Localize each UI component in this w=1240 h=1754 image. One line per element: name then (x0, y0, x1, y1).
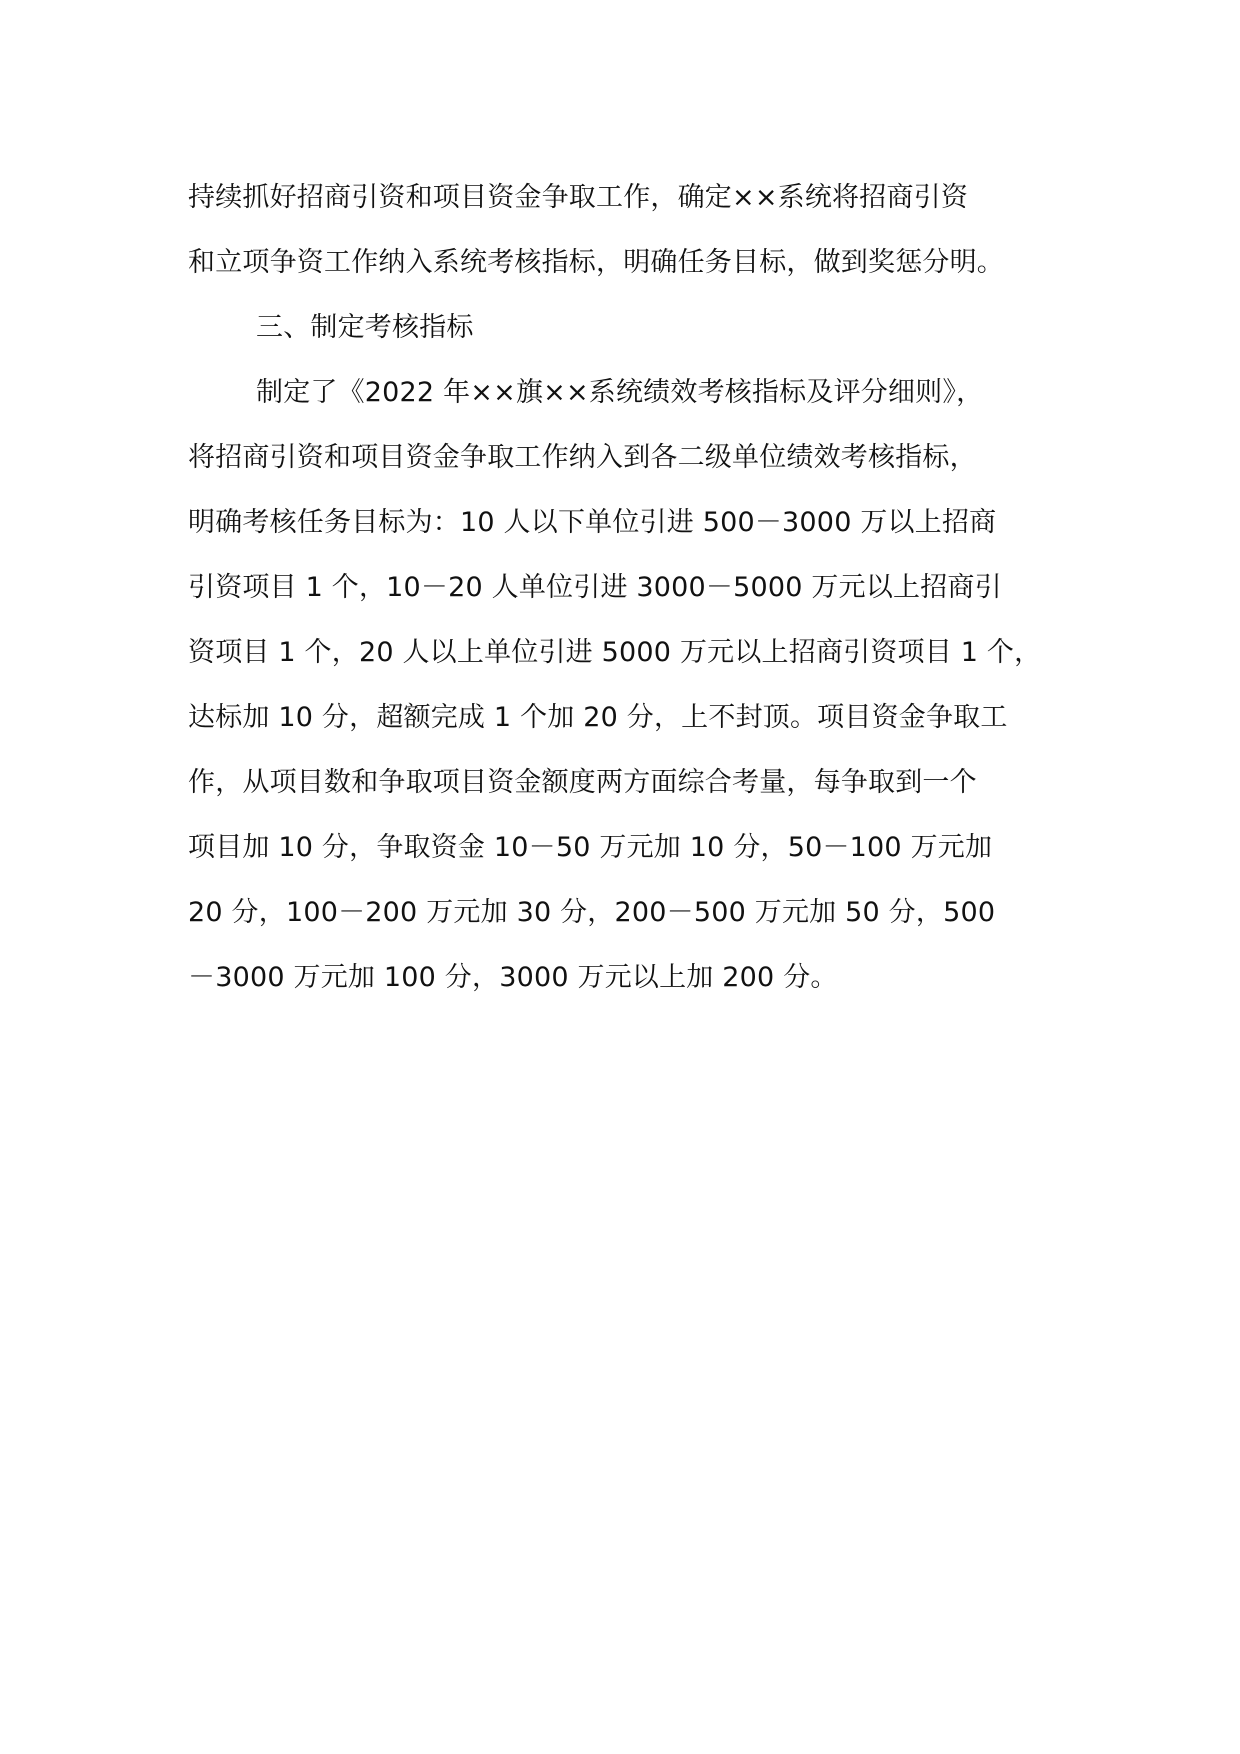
body-text-line: 20 分，100－200 万元加 30 分，200－500 万元加 50 分，500 (188, 897, 996, 928)
body-text-line: 持续抓好招商引资和项目资金争取工作，确定××系统将招商引资 (188, 182, 969, 213)
body-text-line: 作，从项目数和争取项目资金额度两方面综合考量，每争取到一个 (188, 767, 977, 798)
body-text-line: 制定了《2022 年××旗××系统绩效考核指标及评分细则》， (256, 377, 984, 408)
body-text-line: 项目加 10 分，争取资金 10－50 万元加 10 分，50－100 万元加 (188, 832, 993, 863)
body-text-line: 和立项争资工作纳入系统考核指标，明确任务目标，做到奖惩分明。 (188, 247, 1004, 278)
body-text-line: 资项目 1 个，20 人以上单位引进 5000 万元以上招商引资项目 1 个， (188, 637, 1042, 668)
body-text-line: 达标加 10 分，超额完成 1 个加 20 分，上不封顶。项目资金争取工 (188, 702, 1008, 733)
body-text-line: 将招商引资和项目资金争取工作纳入到各二级单位绩效考核指标， (188, 442, 977, 473)
section-heading: 三、制定考核指标 (256, 312, 474, 343)
body-text-line: 引资项目 1 个，10－20 人单位引进 3000－5000 万元以上招商引 (188, 572, 1002, 603)
body-text-line: 明确考核任务目标为：10 人以下单位引进 500－3000 万以上招商 (188, 507, 997, 538)
body-text-line: －3000 万元加 100 分，3000 万元以上加 200 分。 (188, 962, 838, 993)
